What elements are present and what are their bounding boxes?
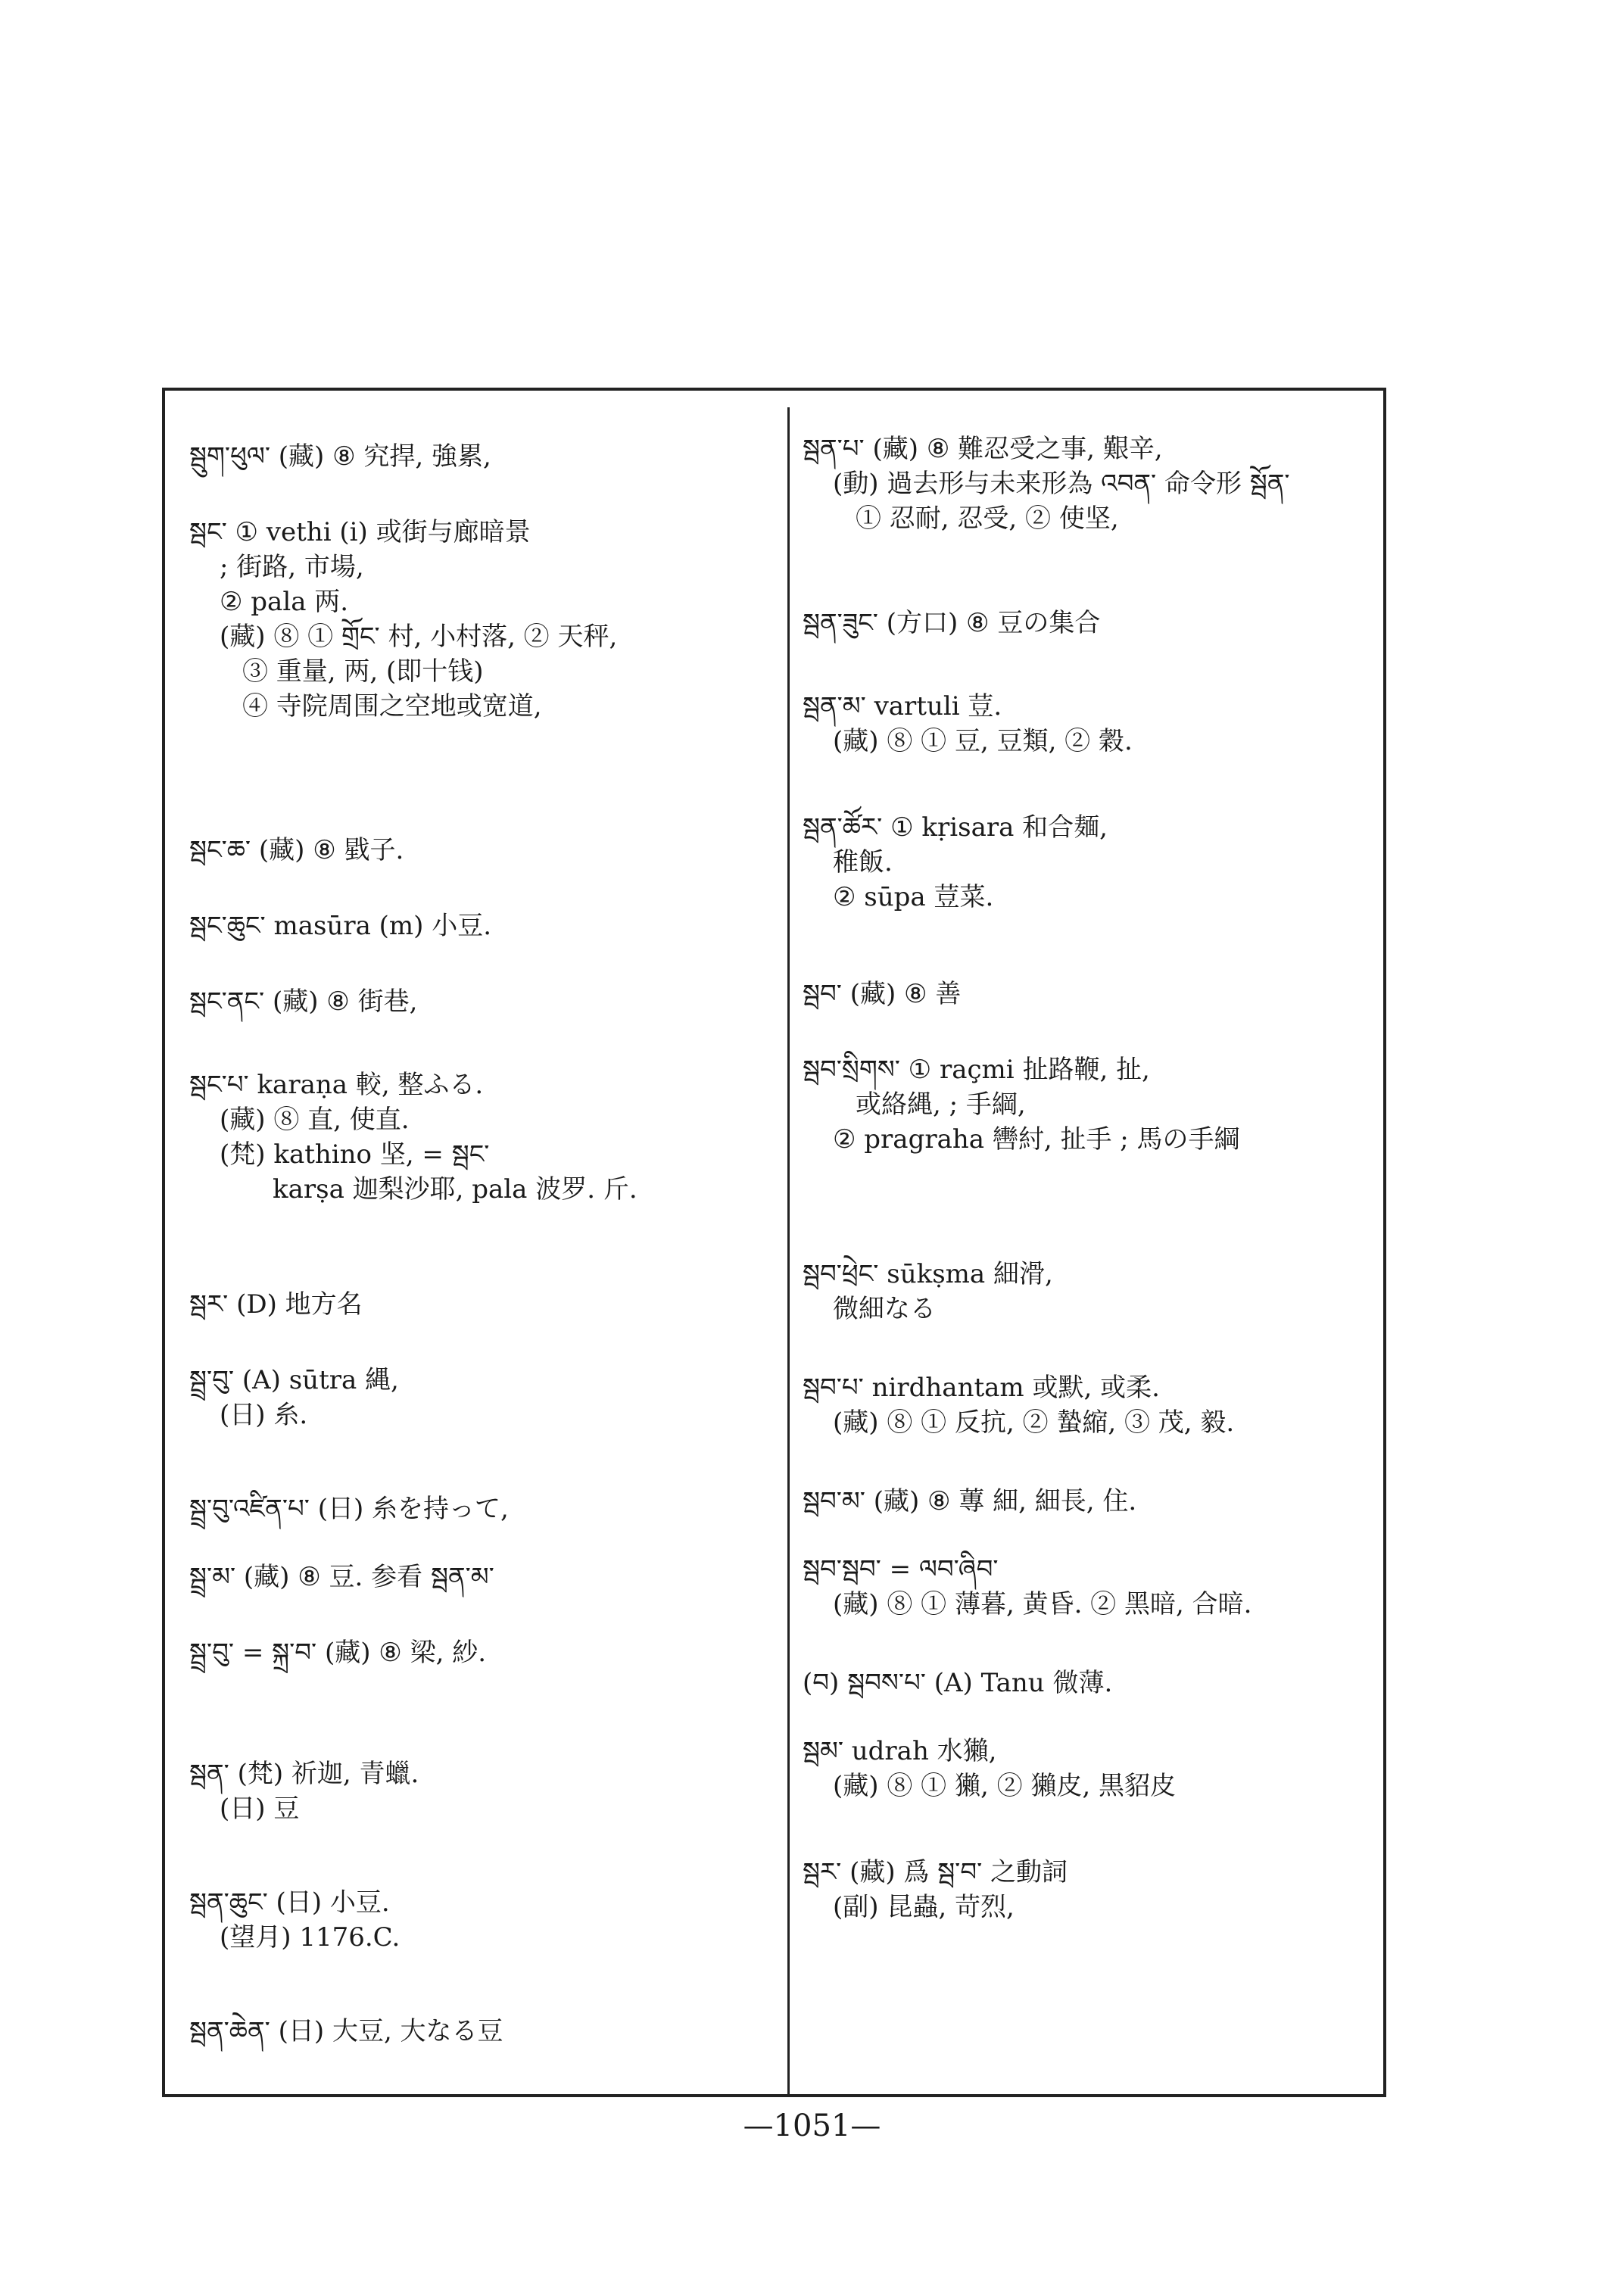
entry-gloss-line: (日) 豆	[220, 1794, 300, 1824]
entry-headline: སྦན་ཟུང་ (方口) ⑧ 豆の集合	[803, 608, 1101, 638]
dictionary-entry	[803, 432, 1290, 536]
entry-gloss-line: ② pragraha 轡紂, 扯手 ; 馬の手綱	[833, 1124, 1240, 1155]
entry-headline: སྦྲ་བུ་འཛིན་པ་ (日) 糸を持って,	[189, 1494, 509, 1524]
dictionary-entry	[803, 810, 1108, 915]
dictionary-entry	[189, 1491, 509, 1526]
dictionary-entry	[189, 1560, 494, 1594]
dictionary-entry	[189, 1885, 400, 1955]
entry-headline: སྦང་ ① vethi (i) 或街与廊暗景	[189, 517, 531, 547]
entry-headline: སྦབ་ཕྲེང་ sūkṣma 細滑,	[803, 1259, 1053, 1289]
dictionary-entry	[803, 1257, 1053, 1326]
dictionary-entry	[803, 1734, 1176, 1803]
entry-gloss-line: 稚飯.	[833, 847, 893, 877]
entry-headline: སྦང་པ་ karaṇa 較, 整ふる.	[189, 1070, 484, 1100]
entry-headline: སྦམ་ udrah 水獺,	[803, 1736, 997, 1766]
entry-gloss-line: (日) 糸.	[220, 1400, 308, 1430]
entry-gloss-line: 微細なる	[833, 1294, 936, 1324]
dictionary-entry	[803, 1855, 1068, 1925]
dictionary-entry	[189, 984, 417, 1019]
entry-headline: སྦན་ཆུང་ (日) 小豆.	[189, 1887, 390, 1918]
entry-gloss-line: (梵) kathino 坚, = སྦང་	[220, 1139, 490, 1170]
entry-headline: སྦུག་ཕུལ་ (藏) ⑧ 究捍, 強累,	[189, 441, 491, 472]
dictionary-entry	[189, 1068, 637, 1207]
entry-gloss-line: ② pala 两.	[220, 587, 349, 617]
entry-headline: སྦབ་མ་ (藏) ⑧ 蓴 細, 細長, 住.	[803, 1486, 1137, 1516]
dictionary-entry	[803, 689, 1133, 759]
dictionary-entry	[189, 515, 617, 724]
dictionary-entry	[803, 1484, 1136, 1519]
entry-headline: སྦང་ནང་ (藏) ⑧ 街巷,	[189, 986, 418, 1017]
dictionary-entry	[803, 606, 1100, 641]
dictionary-entry	[189, 1363, 399, 1432]
dictionary-entry	[189, 909, 491, 943]
dictionary-entry	[189, 1756, 419, 1826]
entry-gloss-line: (藏) ⑧ ① 獺, ② 獺皮, 黒貂皮	[833, 1771, 1176, 1801]
dictionary-entry	[189, 1635, 486, 1670]
entry-gloss-line: ② sūpa 荳菜.	[833, 882, 994, 912]
dictionary-entry	[189, 439, 491, 474]
entry-headline: སྦན་ (梵) 祈迦, 青蠟.	[189, 1759, 419, 1789]
dictionary-entry	[189, 2014, 503, 2049]
entry-gloss-line: ④ 寺院周围之空地或宽道,	[242, 691, 542, 722]
entry-headline: སྦྲ་མ་ (藏) ⑧ 豆. 参看 སྦན་མ་	[189, 1562, 494, 1592]
dictionary-entry	[803, 1052, 1240, 1157]
entry-headline: སྦན་པ་ (藏) ⑧ 難忍受之事, 艱辛,	[803, 434, 1163, 464]
entry-headline: སྦབ་སྦབ་ = ལབ་ཞིབ་	[803, 1554, 999, 1585]
entry-gloss-line: 或絡縄, ; 手綱,	[856, 1089, 1026, 1120]
dictionary-entry	[189, 833, 404, 868]
entry-gloss-line: (望月) 1176.C.	[220, 1922, 401, 1953]
entry-headline: སྦང་ཆ་ (藏) ⑧ 戥子.	[189, 835, 404, 865]
entry-headline: སྦན་མ་ vartuli 荳.	[803, 691, 1002, 722]
entry-headline: སྦན་ཆེན་ (日) 大豆, 大なる豆	[189, 2016, 503, 2046]
entry-headline: (བ) སྦབས་པ་ (A) Tanu 微薄.	[803, 1668, 1113, 1698]
dictionary-entry	[803, 1666, 1112, 1700]
page-number: —1051—	[743, 2109, 881, 2143]
dictionary-entry	[189, 1287, 363, 1322]
entry-headline: སྦར་ (藏) 爲 སྦ་བ་ 之動詞	[803, 1857, 1068, 1887]
entry-headline: སྦྲ་བུ་ (A) sūtra 縄,	[189, 1365, 399, 1395]
entry-gloss-line: karṣa 迦梨沙耶, pala 波罗. 斤.	[273, 1174, 637, 1205]
column-divider	[787, 407, 790, 2097]
dictionary-entry	[803, 1552, 1252, 1622]
entry-gloss-line: (藏) ⑧ ① 豆, 豆類, ② 穀.	[833, 726, 1133, 756]
entry-gloss-line: ① 忍耐, 忍受, ② 使坚,	[856, 503, 1119, 534]
entry-gloss-line: (藏) ⑧ ① 薄暮, 黄昏. ② 黑暗, 合暗.	[833, 1589, 1252, 1619]
dictionary-entry	[803, 1370, 1234, 1440]
entry-headline: སྦབ་ (藏) ⑧ 善	[803, 979, 962, 1009]
entry-headline: སྦན་ཚོར་ ① kṛisara 和合麺,	[803, 812, 1108, 843]
entry-gloss-line: (副) 昆蟲, 苛烈,	[833, 1892, 1015, 1922]
entry-headline: སྦབ་སྲིགས་ ① raçmi 扯路鞭, 扯,	[803, 1055, 1150, 1085]
entry-gloss-line: (動) 過去形与未来形為 འབན་ 命令形 སྦོན་	[833, 469, 1290, 499]
dictionary-entry	[803, 977, 961, 1011]
entry-gloss-line: (藏) ⑧ 直, 使直.	[220, 1105, 410, 1135]
entry-headline: སྦང་ཆུང་ masūra (m) 小豆.	[189, 911, 492, 941]
entry-headline: སྦབ་པ་ nirdhantam 或默, 或柔.	[803, 1373, 1160, 1403]
entry-gloss-line: (藏) ⑧ ① 反抗, ② 蟄縮, ③ 茂, 毅.	[833, 1407, 1235, 1438]
entry-gloss-line: ; 街路, 市場,	[220, 552, 364, 582]
entry-headline: སྦྲ་བུ་ = སྐྲ་བ་ (藏) ⑧ 梁, 紗.	[189, 1638, 487, 1668]
entry-gloss-line: ③ 重量, 两, (即十钱)	[242, 656, 484, 687]
entry-headline: སྦར་ (D) 地方名	[189, 1289, 363, 1320]
entry-gloss-line: (藏) ⑧ ① གྲོང་ 村, 小村落, ② 天秤,	[220, 622, 618, 652]
